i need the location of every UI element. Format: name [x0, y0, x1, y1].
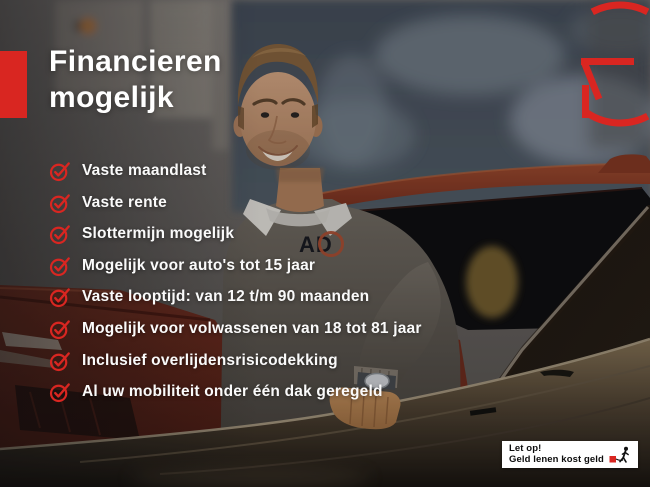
check-circle-icon	[49, 381, 71, 403]
check-circle-icon	[49, 223, 71, 245]
loan-warning-badge	[502, 441, 638, 468]
checklist-item-label: Vaste looptijd: van 12 t/m 90 maanden	[82, 288, 370, 306]
check-circle-icon	[49, 160, 71, 182]
checklist-item-label: Mogelijk voor auto's tot 15 jaar	[82, 256, 316, 274]
checklist-item-label: Vaste maandlast	[82, 162, 207, 179]
title-line-1: Financieren	[49, 45, 222, 78]
red-accent-block	[0, 51, 27, 118]
check-circle-icon	[49, 255, 71, 277]
check-circle-icon	[49, 192, 71, 214]
badge-line-1: Let op!	[509, 443, 542, 454]
checklist-item-label: Vaste rente	[82, 193, 167, 211]
check-circle-icon	[49, 350, 71, 372]
checklist-item	[49, 381, 422, 403]
check-circle-icon	[49, 286, 71, 308]
person-dragging-weight-icon	[609, 446, 632, 464]
loan-warning-text	[509, 444, 604, 465]
checklist-item	[49, 255, 422, 277]
badge-line-2: Geld lenen kost geld	[509, 453, 604, 465]
checklist-item	[49, 192, 422, 214]
checklist-item	[49, 223, 422, 245]
page-title	[49, 44, 222, 116]
title-line-2: mogelijk	[49, 81, 174, 114]
check-circle-icon	[49, 318, 71, 340]
checklist-item-label: Mogelijk voor volwassenen van 18 tot 81 jaar	[82, 319, 422, 337]
checklist-item	[49, 286, 422, 308]
benefits-checklist	[49, 160, 422, 413]
svg-text:AD: AD	[299, 232, 333, 257]
checklist-item	[49, 160, 422, 182]
checklist-item	[49, 350, 422, 372]
checklist-item	[49, 318, 422, 340]
checklist-item-label: Al uw mobiliteit onder één dak geregeld	[82, 383, 383, 401]
checklist-item-label: Inclusief overlijdensrisicodekking	[82, 351, 338, 369]
checklist-item-label: Slottermijn mogelijk	[82, 225, 235, 243]
brand-circle-logo-icon	[560, 0, 650, 135]
